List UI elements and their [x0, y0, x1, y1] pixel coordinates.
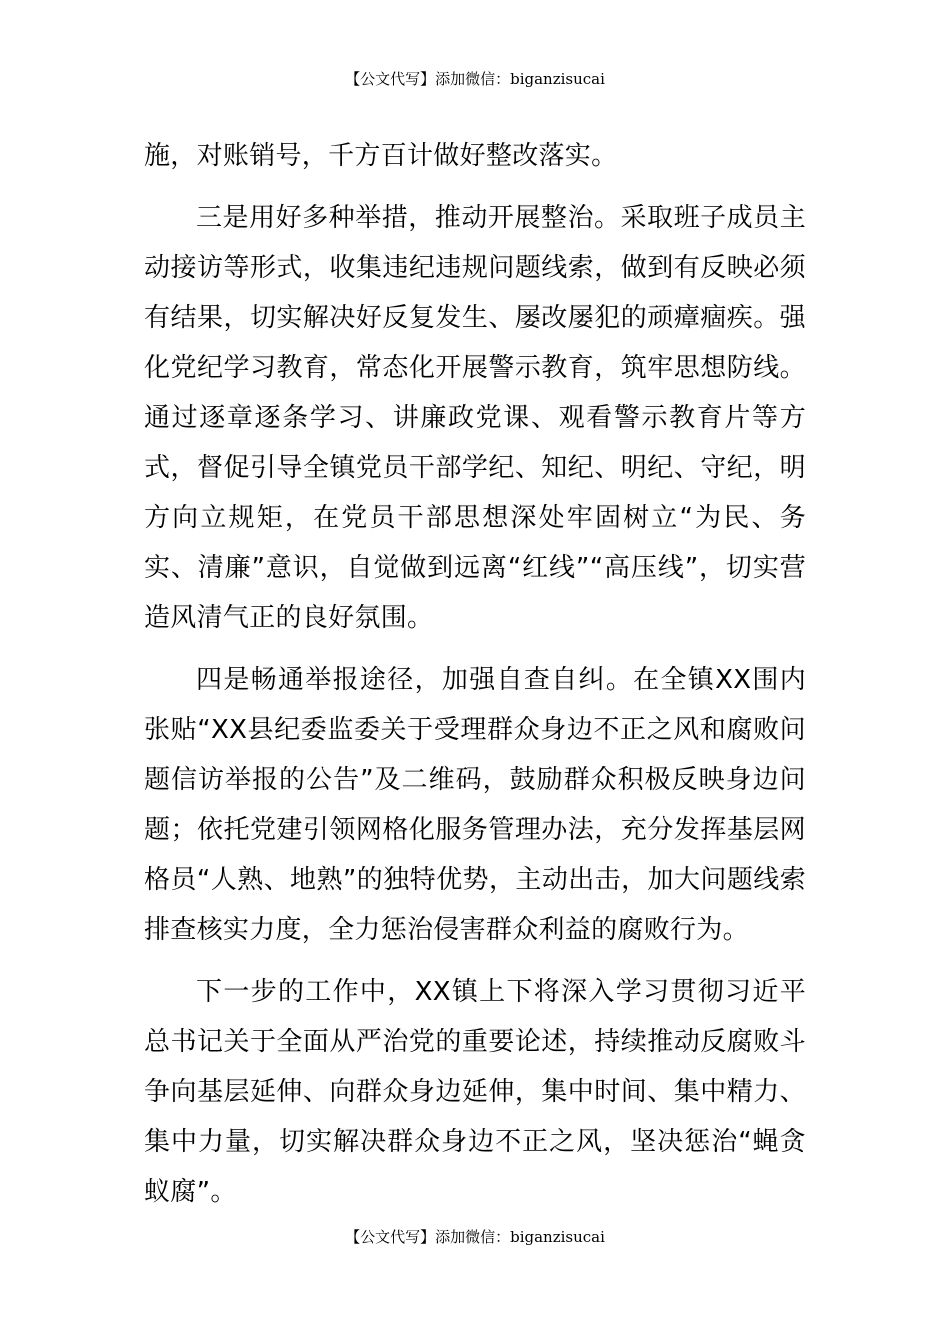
page-footer: 【公文代写】添加微信：biganzisucai	[345, 1228, 605, 1246]
document-body	[144, 131, 806, 1229]
paragraph-measure-three: 三是用好多种举措，推动开展整治。采取班子成员主动接访等形式，收集违纪违规问题线索，做到有反映必须有结果，切实解决好反复发生、屡改屡犯的顽瘴痼疾。强化党纪学习教育，常态化开展警示教育，筑牢思想防线。通过逐章逐条学习、讲廉政党课、观看警示教育片等方式，督促引导全镇党员干部学纪、知纪、明纪、守纪，明方向立规矩，在党员干部思想深处牢固树立“为民、务实、清廉”意识，自觉做到远离“红线”“高压线”，切实营造风清气正的良好氛围。	[144, 203, 806, 633]
paragraph-measure-four: 四是畅通举报途径，加强自查自纠。在全镇XX围内张贴“XX县纪委监委关于受理群众身边不正之风和腐败问题信访举报的公告”及二维码，鼓励群众积极反映身边问题；依托党建引领网格化服务管理办法，充分发挥基层网格员“人熟、地熟”的独特优势，主动出击，加大问题线索排查核实力度，全力惩治侵害群众利益的腐败行为。	[144, 665, 806, 945]
page-header: 【公文代写】添加微信：biganzisucai	[345, 70, 605, 88]
paragraph-next-steps: 下一步的工作中，XX镇上下将深入学习贯彻习近平总书记关于全面从严治党的重要论述，持续推动反腐败斗争向基层延伸、向群众身边延伸，集中时间、集中精力、集中力量，切实解决群众身边不正之风，坚决惩治“蝇贪蚁腐”。	[144, 977, 806, 1207]
paragraph-continuation: 施，对账销号，千方百计做好整改落实。	[144, 141, 618, 171]
